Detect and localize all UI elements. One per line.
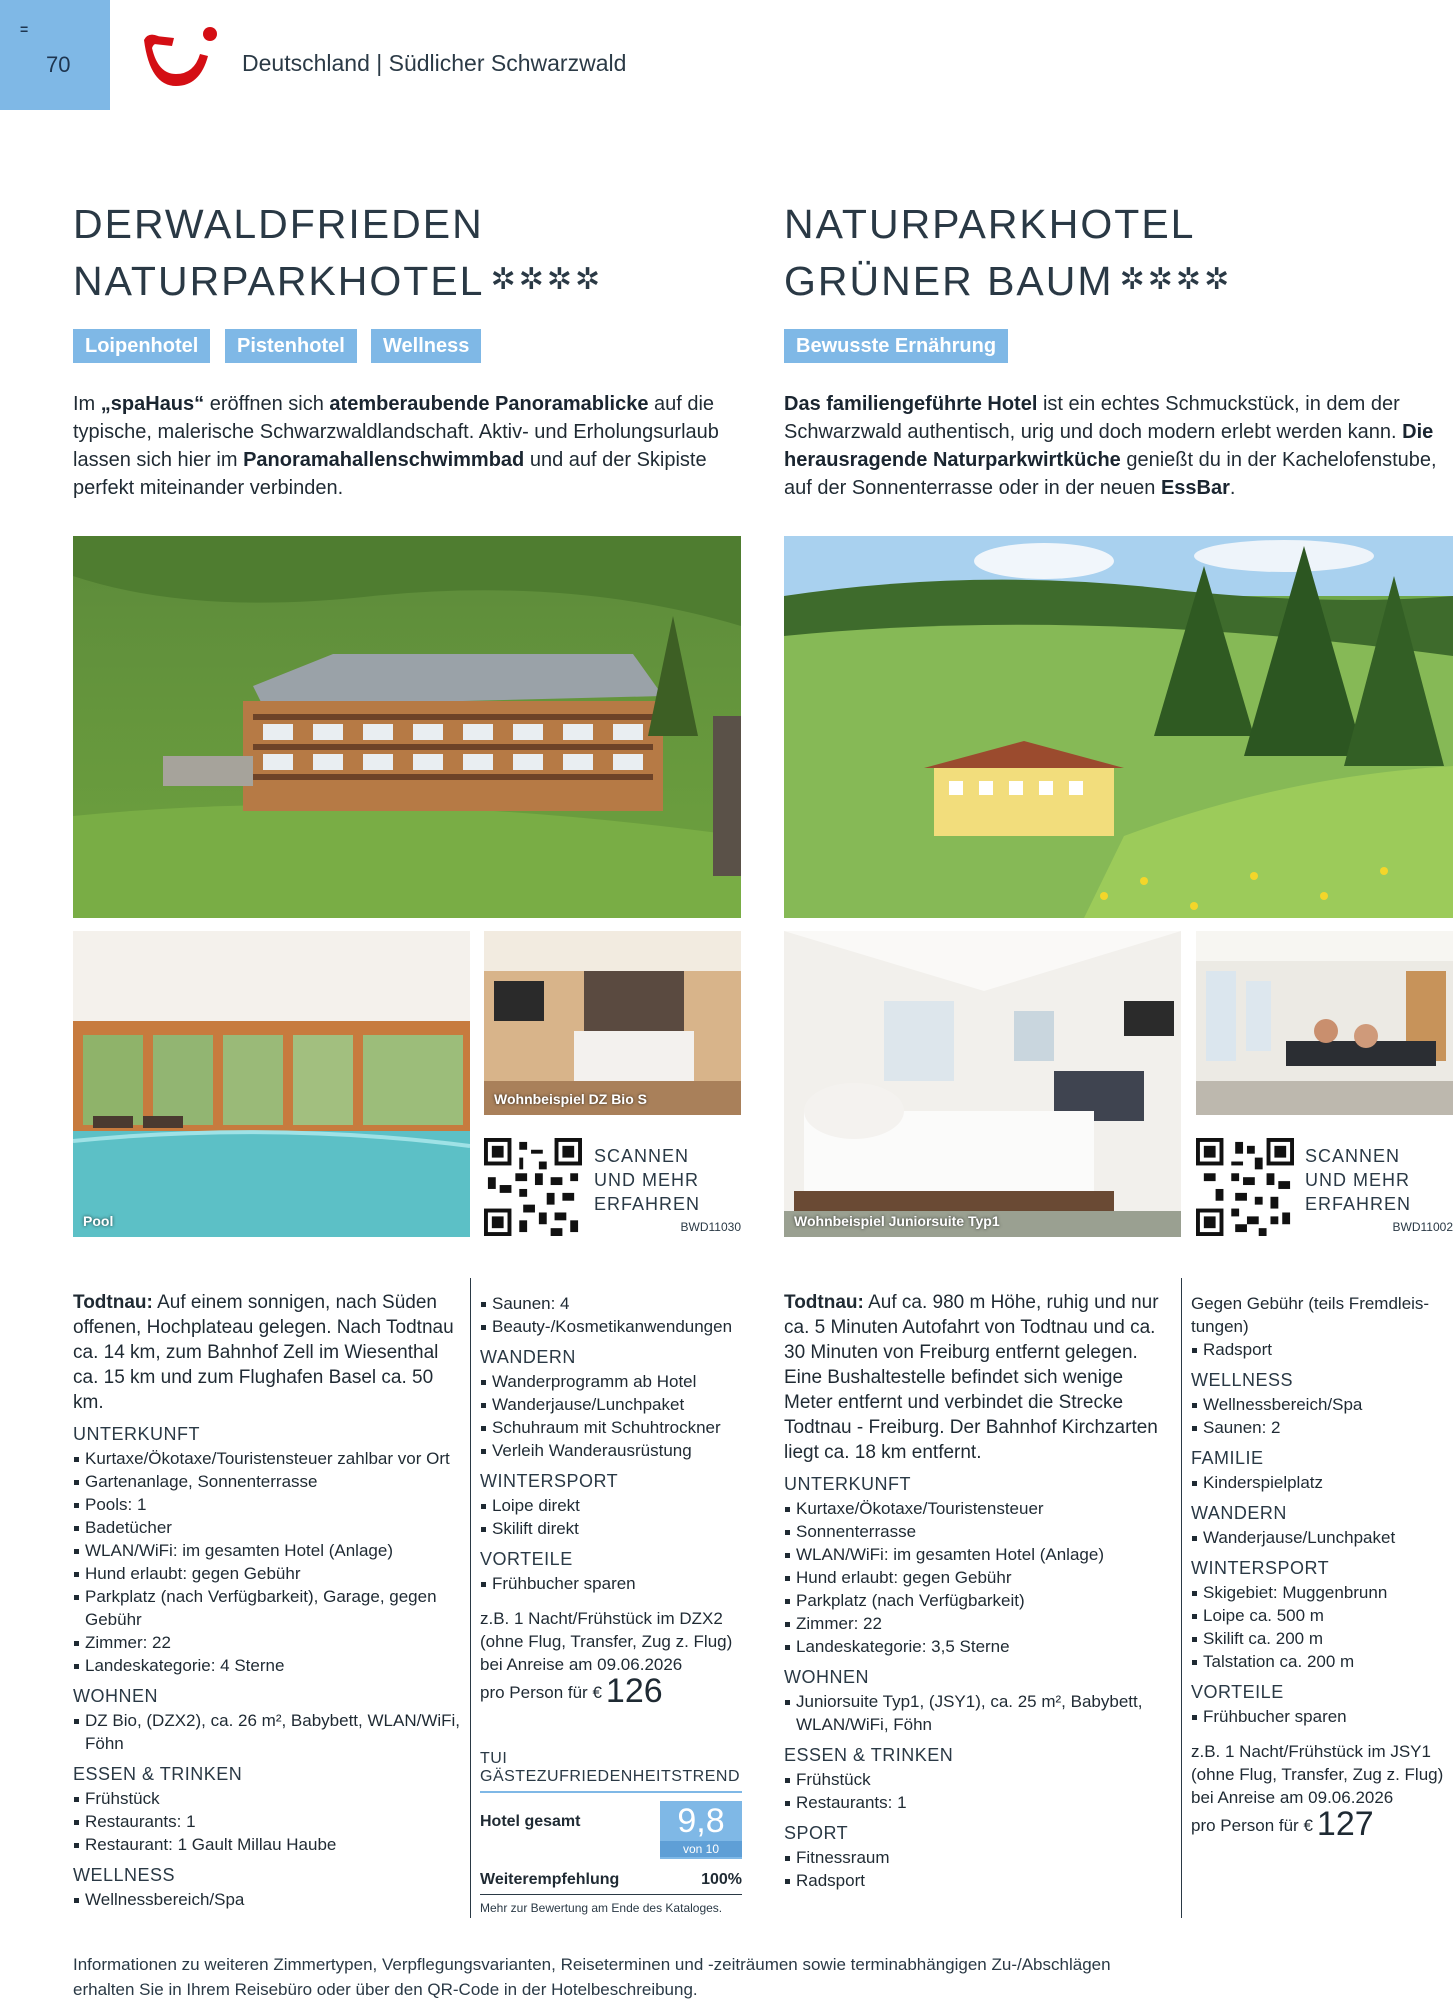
rating-title: TUI GÄSTEZUFRIEDENHEITSTREND: [480, 1750, 742, 1793]
tag-wellness: Wellness: [371, 329, 481, 363]
price-line: [480, 1672, 742, 1710]
location-text: [784, 1290, 1174, 1465]
list-item: Wanderprogramm ab Hotel: [480, 1370, 742, 1393]
list-item: Verleih Wanderausrüstung: [480, 1439, 742, 1462]
hotel1-details-col1: [73, 1290, 463, 1911]
qr-text: ERFAHREN: [1305, 1194, 1412, 1214]
feature-list: [480, 1572, 742, 1595]
hotel1-title-line1: DERWALDFRIEDEN: [73, 201, 484, 247]
section-heading: WINTERSPORT: [1191, 1558, 1330, 1578]
list-item: Skilift direkt: [480, 1517, 742, 1540]
section-heading: SPORT: [784, 1823, 849, 1843]
hotel1-intro: [73, 390, 723, 502]
price-prefix: pro Person für €: [1191, 1816, 1313, 1835]
section-heading: WOHNEN: [73, 1686, 158, 1706]
feature-list: [1191, 1471, 1453, 1494]
list-item: Pools: 1: [73, 1493, 463, 1516]
list-item: Juniorsuite Typ1, (JSY1), ca. 25 m², Babybett, WLAN/WiFi, Föhn: [784, 1690, 1174, 1736]
list-item: Landeskategorie: 3,5 Sterne: [784, 1635, 1174, 1658]
room-caption: Wohnbeispiel DZ Bio S: [494, 1091, 647, 1107]
list-item: Skilift ca. 200 m: [1191, 1627, 1453, 1650]
list-item: Beauty-/Kosmetikanwendungen: [480, 1315, 742, 1338]
section-heading: FAMILIE: [1191, 1448, 1264, 1468]
hotel2-title-line1: NATURPARKHOTEL: [784, 201, 1196, 247]
intro-text: genießt du in der Kachelofenstube, auf der Sonnenterrasse oder in der neuen: [784, 449, 1437, 499]
hotel2-details-col1: [784, 1290, 1174, 1892]
location-text: [73, 1290, 463, 1415]
suite-caption: Wohnbeispiel Juniorsuite Typ1: [794, 1213, 1000, 1229]
tag-pistenhotel: Pistenhotel: [225, 329, 357, 363]
intro-text: .: [1229, 477, 1236, 499]
list-item: Frühbucher sparen: [1191, 1705, 1453, 1728]
intro-bold: „spaHaus“: [100, 393, 205, 415]
hotel2-intro: [784, 390, 1439, 502]
list-item: Frühstück: [784, 1768, 1174, 1791]
list-item: Talstation ca. 200 m: [1191, 1650, 1453, 1673]
feature-list: [73, 1447, 463, 1677]
list-item: Wanderjause/Lunchpaket: [1191, 1526, 1453, 1549]
list-item: Parkplatz (nach Verfügbarkeit): [784, 1589, 1174, 1612]
intro-text: und auf der Skipiste perfekt miteinander verbinden.: [73, 449, 707, 499]
hotel2-title-line2: GRÜNER BAUM: [784, 258, 1114, 304]
list-item: Radsport: [784, 1869, 1174, 1892]
qr-text: SCANNEN: [1305, 1146, 1401, 1166]
qr-text: ERFAHREN: [594, 1194, 701, 1214]
intro-text: Im: [73, 393, 101, 415]
list-item: Wellnessbereich/Spa: [1191, 1393, 1453, 1416]
list-item: Sonnenterrasse: [784, 1520, 1174, 1543]
feature-list: [1191, 1581, 1453, 1673]
price-prefix: pro Person für €: [480, 1683, 602, 1702]
qr-scan-label: [594, 1144, 700, 1216]
hotel1-stars: ✲✲✲✲: [490, 263, 604, 296]
hotel-code: BWD11002: [1392, 1220, 1453, 1234]
section-heading: WINTERSPORT: [480, 1471, 619, 1491]
price-value: 127: [1316, 1805, 1374, 1843]
feature-list: [784, 1846, 1174, 1892]
section-heading: ESSEN & TRINKEN: [73, 1764, 243, 1784]
section-heading: WELLNESS: [73, 1865, 176, 1885]
location-label: Todtnau:: [784, 1292, 864, 1313]
list-item: Saunen: 2: [1191, 1416, 1453, 1439]
list-item: Frühbucher sparen: [480, 1572, 742, 1595]
section-heading: VORTEILE: [1191, 1682, 1284, 1702]
recommendation-value: 100%: [701, 1871, 742, 1888]
list-item: Frühstück: [73, 1787, 463, 1810]
location-desc: Auf einem sonnigen, nach Süden offenen, Hochplateau gelegen. Nach Todtnau ca. 14 km, zum Bahnhof Zell im Wiesenthal ca. 15 km und zum Flughafen Basel ca. 50 km.: [73, 1292, 454, 1413]
hotel1-title-line2: NATURPARKHOTEL: [73, 258, 485, 304]
list-item: Restaurant: 1 Gault Millau Haube: [73, 1833, 463, 1856]
location-label: Todtnau:: [73, 1292, 153, 1313]
feature-list: [480, 1494, 742, 1540]
hotel1-pool-photo: [73, 931, 470, 1237]
guest-rating-box: [480, 1750, 742, 1915]
list-item: Wanderjause/Lunchpaket: [480, 1393, 742, 1416]
location-desc: Auf ca. 980 m Höhe, ruhig und nur ca. 5 Minuten Autofahrt von Todtnau und ca. 30 Minuten von Freiburg entfernt gelegen. Eine Bushaltestelle befindet sich wenige Meter entfernt und verbindet die Strecke Todtnau - Freiburg. Der Bahnhof Kirchzarten liegt ca. 18 km entfernt.: [784, 1292, 1159, 1463]
hotel-code: BWD11030: [680, 1220, 741, 1234]
list-item: Kurtaxe/Ökotaxe/Touristensteuer zahlbar vor Ort: [73, 1447, 463, 1470]
suite-image: [784, 931, 1181, 1237]
pool-caption: Pool: [83, 1213, 114, 1229]
column-divider: [470, 1278, 471, 1918]
column-divider: [1181, 1278, 1182, 1918]
qr-scan-label: [1305, 1144, 1411, 1216]
list-item: Loipe direkt: [480, 1494, 742, 1517]
offer-text: z.B. 1 Nacht/Frühstück im JSY1 (ohne Flug, Transfer, Zug z. Flug) bei Anreise am 09.06.2026: [1191, 1742, 1444, 1807]
tag-loipenhotel: Loipenhotel: [73, 329, 210, 363]
qr-text: UND MEHR: [594, 1170, 699, 1190]
list-item: Restaurants: 1: [784, 1791, 1174, 1814]
intro-text: ist ein echtes Schmuckstück, in dem der Schwarzwald authentisch, urig und doch modern erlebt werden kann.: [784, 393, 1403, 443]
recommendation-label: Weiterempfehlung: [480, 1871, 620, 1888]
list-item: Skigebiet: Muggenbrunn: [1191, 1581, 1453, 1604]
spa-lounge-image: [1196, 931, 1453, 1115]
footer-note: Informationen zu weiteren Zimmertypen, Verpflegungsvarianten, Reiseterminen und -zeiträumen sowie terminabhängigen Zu-/Abschlägen erhalten Sie in Ihrem Reisebüro oder über den QR-Code in der Hotelbeschreibung.: [73, 1955, 1111, 1999]
tag-bewusste-ernaehrung: Bewusste Ernährung: [784, 329, 1008, 363]
list-item: Schuhraum mit Schuhtrockner: [480, 1416, 742, 1439]
hotel2-spa-photo: [1196, 931, 1453, 1115]
section-heading: UNTERKUNFT: [73, 1424, 200, 1444]
list-item: Parkplatz (nach Verfügbarkeit), Garage, gegen Gebühr: [73, 1585, 463, 1631]
hotel2-stars: ✲✲✲✲: [1119, 263, 1233, 296]
list-item: Restaurants: 1: [73, 1810, 463, 1833]
list-item: WLAN/WiFi: im gesamten Hotel (Anlage): [73, 1539, 463, 1562]
page-number-tab: [0, 0, 110, 110]
list-item: Kurtaxe/Ökotaxe/Touristensteuer: [784, 1497, 1174, 1520]
feature-list: [73, 1888, 463, 1911]
rating-score: 9,8: [677, 1802, 725, 1840]
feature-list: [1191, 1705, 1453, 1728]
rating-score-badge: [660, 1801, 742, 1859]
hotel2-title: [784, 196, 1232, 309]
intro-text: auf die typische, malerische Schwarzwaldlandschaft. Aktiv- und Erholungsurlaub lassen sich hier im: [73, 393, 719, 471]
list-item: Landeskategorie: 4 Sterne: [73, 1654, 463, 1677]
section-heading: WANDERN: [480, 1347, 576, 1367]
fee-note: Gegen Gebühr (teils Fremdleis-tungen): [1191, 1294, 1430, 1336]
page-number: 70: [46, 52, 71, 77]
intro-bold: Die herausragende Naturparkwirtküche: [784, 421, 1434, 471]
feature-list: [784, 1497, 1174, 1658]
section-heading: WOHNEN: [784, 1667, 869, 1687]
section-heading: UNTERKUNFT: [784, 1474, 911, 1494]
list-item: Loipe ca. 500 m: [1191, 1604, 1453, 1627]
tui-logo: [138, 22, 220, 92]
hotel1-title: [73, 196, 603, 309]
feature-list: [73, 1787, 463, 1856]
list-item: Zimmer: 22: [73, 1631, 463, 1654]
feature-list: [784, 1768, 1174, 1814]
section-heading: WANDERN: [1191, 1503, 1287, 1523]
qr-text: UND MEHR: [1305, 1170, 1410, 1190]
list-item: Badetücher: [73, 1516, 463, 1539]
hotel2-main-photo: [784, 536, 1453, 918]
section-heading: VORTEILE: [480, 1549, 573, 1569]
feature-list: [784, 1690, 1174, 1736]
price-value: 126: [605, 1672, 663, 1710]
room-image: [484, 931, 741, 1115]
list-item: Fitnessraum: [784, 1846, 1174, 1869]
price-line: [1191, 1805, 1453, 1843]
section-heading: ESSEN & TRINKEN: [784, 1745, 954, 1765]
offer-text: z.B. 1 Nacht/Frühstück im DZX2 (ohne Flug, Transfer, Zug z. Flug) bei Anreise am 09.06.2026: [480, 1609, 733, 1674]
list-item: DZ Bio, (DZX2), ca. 26 m², Babybett, WLAN/WiFi, Föhn: [73, 1709, 463, 1755]
menu-icon[interactable]: =: [20, 21, 29, 37]
list-item: Wellnessbereich/Spa: [73, 1888, 463, 1911]
hotel1-main-photo: [73, 536, 741, 918]
qr-code-icon[interactable]: [1196, 1138, 1294, 1236]
rating-note: Mehr zur Bewertung am Ende des Kataloges.: [480, 1901, 723, 1915]
feature-list: [73, 1709, 463, 1755]
hotel2-room-photo: [784, 931, 1181, 1237]
hotel-landscape-image: [784, 536, 1453, 918]
list-item: Kinderspielplatz: [1191, 1471, 1453, 1494]
list-item: Hund erlaubt: gegen Gebühr: [73, 1562, 463, 1585]
intro-bold: atemberaubende Panoramablicke: [329, 393, 649, 415]
list-item: Gartenanlage, Sonnenterrasse: [73, 1470, 463, 1493]
hotel-exterior-image: [73, 536, 741, 918]
intro-text: eröffnen sich: [204, 393, 330, 415]
list-item: Hund erlaubt: gegen Gebühr: [784, 1566, 1174, 1589]
feature-list: [1191, 1393, 1453, 1439]
hotel2-details-col2: [1191, 1292, 1453, 1843]
feature-list: [1191, 1526, 1453, 1549]
hotel1-details-col2: [480, 1292, 742, 1710]
qr-code-icon[interactable]: [484, 1138, 582, 1236]
intro-bold: Panoramahallenschwimmbad: [243, 449, 525, 471]
intro-bold: EssBar: [1160, 477, 1230, 499]
qr-text: SCANNEN: [594, 1146, 690, 1166]
list-item: Radsport: [1191, 1338, 1453, 1361]
hotel1-room-photo: [484, 931, 741, 1115]
pool-image: [73, 931, 470, 1237]
list-item: Zimmer: 22: [784, 1612, 1174, 1635]
breadcrumb: Deutschland | Südlicher Schwarzwald: [242, 50, 627, 76]
rating-label: Hotel gesamt: [480, 1813, 581, 1830]
list-item: WLAN/WiFi: im gesamten Hotel (Anlage): [784, 1543, 1174, 1566]
section-heading: WELLNESS: [1191, 1370, 1294, 1390]
feature-list: [480, 1370, 742, 1462]
rating-scale: von 10: [660, 1841, 742, 1857]
list-item: Saunen: 4: [480, 1292, 742, 1315]
intro-bold: Das familiengeführte Hotel: [784, 393, 1038, 415]
